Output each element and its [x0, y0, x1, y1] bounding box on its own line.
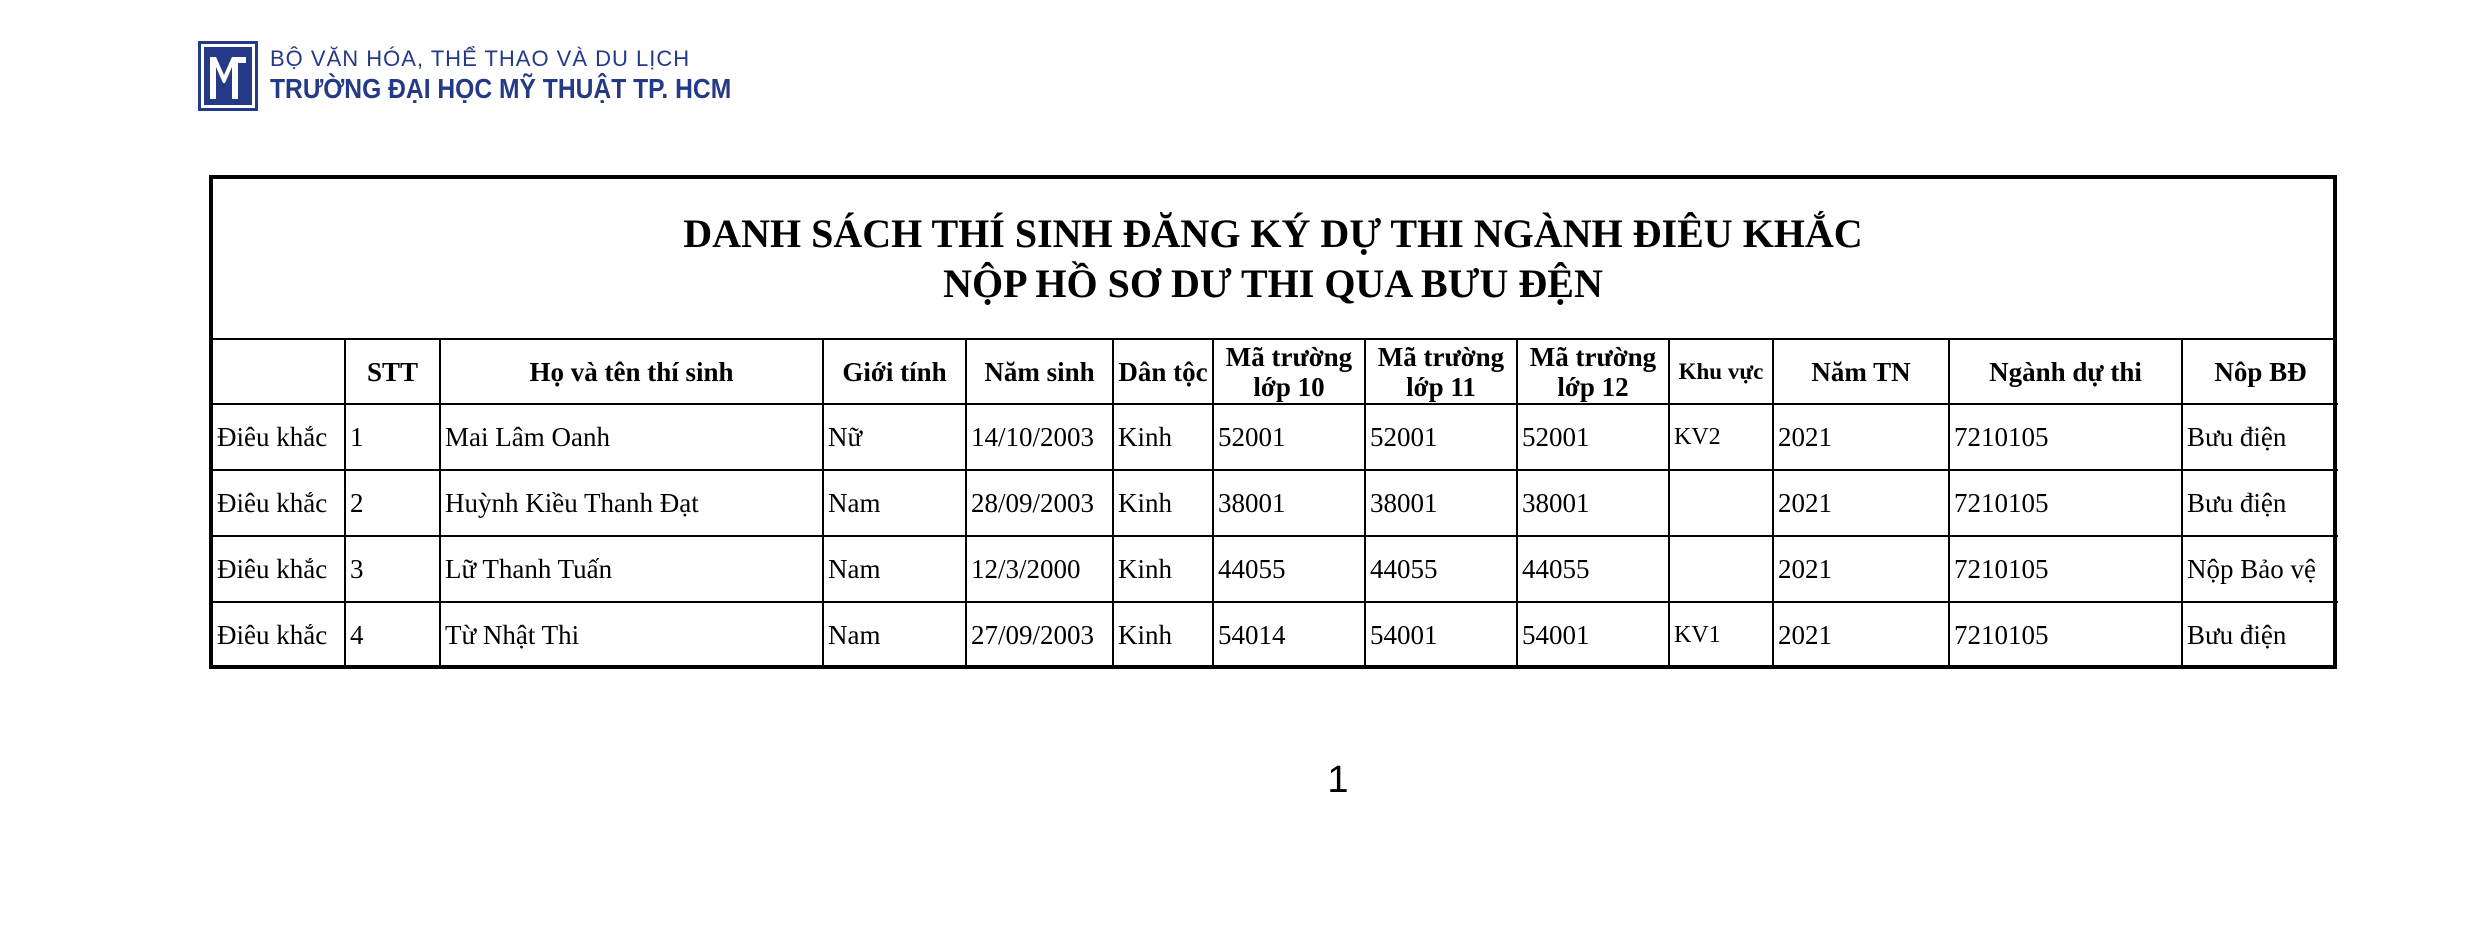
table-cell: 2021: [1773, 470, 1949, 536]
column-header: Mã trường lớp 11: [1365, 340, 1517, 404]
table-cell: 7210105: [1949, 536, 2182, 602]
table-cell: Điêu khắc: [213, 602, 345, 668]
table-cell: 44055: [1517, 536, 1669, 602]
candidate-table: [213, 340, 2338, 668]
ministry-name: BỘ VĂN HÓA, THỂ THAO VÀ DU LỊCH: [270, 46, 691, 71]
table-row: [213, 470, 2338, 536]
table-row: [213, 602, 2338, 668]
table-cell: Điêu khắc: [213, 404, 345, 470]
table-cell: 4: [345, 602, 440, 668]
table-cell: Nam: [823, 470, 966, 536]
candidate-list-sheet: [209, 175, 2337, 669]
table-cell: 38001: [1365, 470, 1517, 536]
table-row: [213, 404, 2338, 470]
table-cell: [1669, 536, 1773, 602]
table-cell: Huỳnh Kiều Thanh Đạt: [440, 470, 823, 536]
column-header: Mã trường lớp 12: [1517, 340, 1669, 404]
university-name: TRƯỜNG ĐẠI HỌC MỸ THUẬT TP. HCM: [270, 73, 732, 104]
table-cell: 38001: [1213, 470, 1365, 536]
table-cell: 7210105: [1949, 602, 2182, 668]
table-cell: Nam: [823, 602, 966, 668]
table-cell: 1: [345, 404, 440, 470]
table-header-row: [213, 340, 2338, 404]
column-header: Nôp BĐ: [2182, 340, 2338, 404]
table-cell: Bưu điện: [2182, 404, 2338, 470]
column-header: Năm sinh: [966, 340, 1113, 404]
table-cell: [1669, 470, 1773, 536]
table-cell: 38001: [1517, 470, 1669, 536]
table-cell: 54014: [1213, 602, 1365, 668]
column-header: Dân tộc: [1113, 340, 1213, 404]
column-header: Năm TN: [1773, 340, 1949, 404]
table-cell: 2: [345, 470, 440, 536]
title-line-2: NỘP HỒ SƠ DƯ THI QUA BƯU ĐỆN: [943, 260, 1603, 306]
table-row: [213, 536, 2338, 602]
table-cell: 27/09/2003: [966, 602, 1113, 668]
university-logo-icon: [198, 41, 258, 111]
table-cell: Bưu điện: [2182, 470, 2338, 536]
table-cell: 44055: [1365, 536, 1517, 602]
table-cell: KV2: [1669, 404, 1773, 470]
table-cell: 2021: [1773, 602, 1949, 668]
table-cell: 52001: [1517, 404, 1669, 470]
table-cell: 12/3/2000: [966, 536, 1113, 602]
title-line-1: DANH SÁCH THÍ SINH ĐĂNG KÝ DỰ THI NGÀNH ĐIÊU KHẮC: [683, 210, 1863, 256]
table-cell: Kinh: [1113, 602, 1213, 668]
table-cell: Điêu khắc: [213, 536, 345, 602]
column-header: STT: [345, 340, 440, 404]
table-cell: Kinh: [1113, 536, 1213, 602]
table-cell: Nữ: [823, 404, 966, 470]
document-title: [213, 179, 2333, 340]
column-header: Giới tính: [823, 340, 966, 404]
table-cell: 54001: [1365, 602, 1517, 668]
table-cell: 28/09/2003: [966, 470, 1113, 536]
table-cell: 7210105: [1949, 470, 2182, 536]
column-header: Ngành dự thi: [1949, 340, 2182, 404]
table-cell: 14/10/2003: [966, 404, 1113, 470]
table-cell: Nam: [823, 536, 966, 602]
table-cell: 2021: [1773, 536, 1949, 602]
page-number: 1: [1327, 759, 1349, 801]
table-cell: 7210105: [1949, 404, 2182, 470]
table-cell: Nộp Bảo vệ: [2182, 536, 2338, 602]
table-cell: 52001: [1213, 404, 1365, 470]
table-cell: Từ Nhật Thi: [440, 602, 823, 668]
table-cell: 2021: [1773, 404, 1949, 470]
table-cell: 3: [345, 536, 440, 602]
column-header: Khu vực: [1669, 340, 1773, 404]
table-cell: 52001: [1365, 404, 1517, 470]
table-cell: Kinh: [1113, 470, 1213, 536]
table-cell: Điêu khắc: [213, 470, 345, 536]
table-cell: Mai Lâm Oanh: [440, 404, 823, 470]
column-header: [213, 340, 345, 404]
university-logo: [198, 40, 794, 112]
column-header: Mã trường lớp 10: [1213, 340, 1365, 404]
table-cell: Lữ Thanh Tuấn: [440, 536, 823, 602]
table-cell: Kinh: [1113, 404, 1213, 470]
table-cell: KV1: [1669, 602, 1773, 668]
table-cell: Bưu điện: [2182, 602, 2338, 668]
table-cell: 44055: [1213, 536, 1365, 602]
table-cell: 54001: [1517, 602, 1669, 668]
column-header: Họ và tên thí sinh: [440, 340, 823, 404]
